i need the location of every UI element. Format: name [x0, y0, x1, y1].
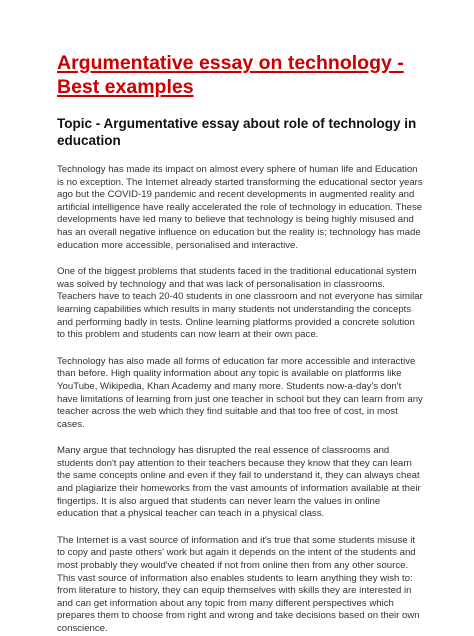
paragraph-5: The Internet is a vast source of information and it's true that some students misuse it to copy and paste others' work but again it depends on the intent of the students and most probably they would've cheated if not from online then from any other source. This vast source of information also enables students to learn anything they wish to: from literature to history, they can equip themselves with skills they are interested in and can get information about any topic from many different perspectives which prepares them to choose from right and wrong and take decisions based on their own conscience. — [57, 534, 420, 634]
paragraph-2: One of the biggest problems that students faced in the traditional educational system was solved by technology and that was lack of personalisation in classrooms. Teachers have to teach 20-40 students in one classroom and not everyone has similar learning capabilities which results in many students not understanding the concepts and performing badly in tests. Online learning platforms provided a concrete solution to this problem and students can now learn at their own pace. — [57, 266, 423, 341]
document-title: Argumentative essay on technology - Best examples — [57, 52, 404, 98]
paragraph-3: Technology has also made all forms of education far more accessible and interactive than before. High quality information about any topic is available on platforms like YouTube, Wikipedia, Khan Academy and many more. Students now-a-day's don't have limitations of learning from just one teacher in school but they can learn from any teacher across the web which they find suitable and that too free of cost, in most cases. — [57, 355, 423, 430]
paragraph-4: Many argue that technology has disrupted the real essence of classrooms and students don't pay attention to their teachers because they know that they can learn the same concepts online and even if they fail to understand it, they can always cheat and plagiarize their homeworks from the vast amounts of information available at their fingertips. It is also argued that students can never learn the values in online education that a physical teacher can teach in a physical class. — [57, 445, 421, 520]
paragraph-1: Technology has made its impact on almost every sphere of human life and Education is no exception. The Internet already started transforming the educational sector years ago but the COVID-19 pandemic and recent developments in augmented reality and artificial intelligence have really accelerated the role of technology in education. These developments have led many to believe that technology is being highly misused and has an overall negative influence on education but the reality is; technology has made education more accessible, personalised and interactive. — [57, 164, 423, 251]
topic-heading: Topic - Argumentative essay about role of technology in education — [57, 116, 417, 148]
